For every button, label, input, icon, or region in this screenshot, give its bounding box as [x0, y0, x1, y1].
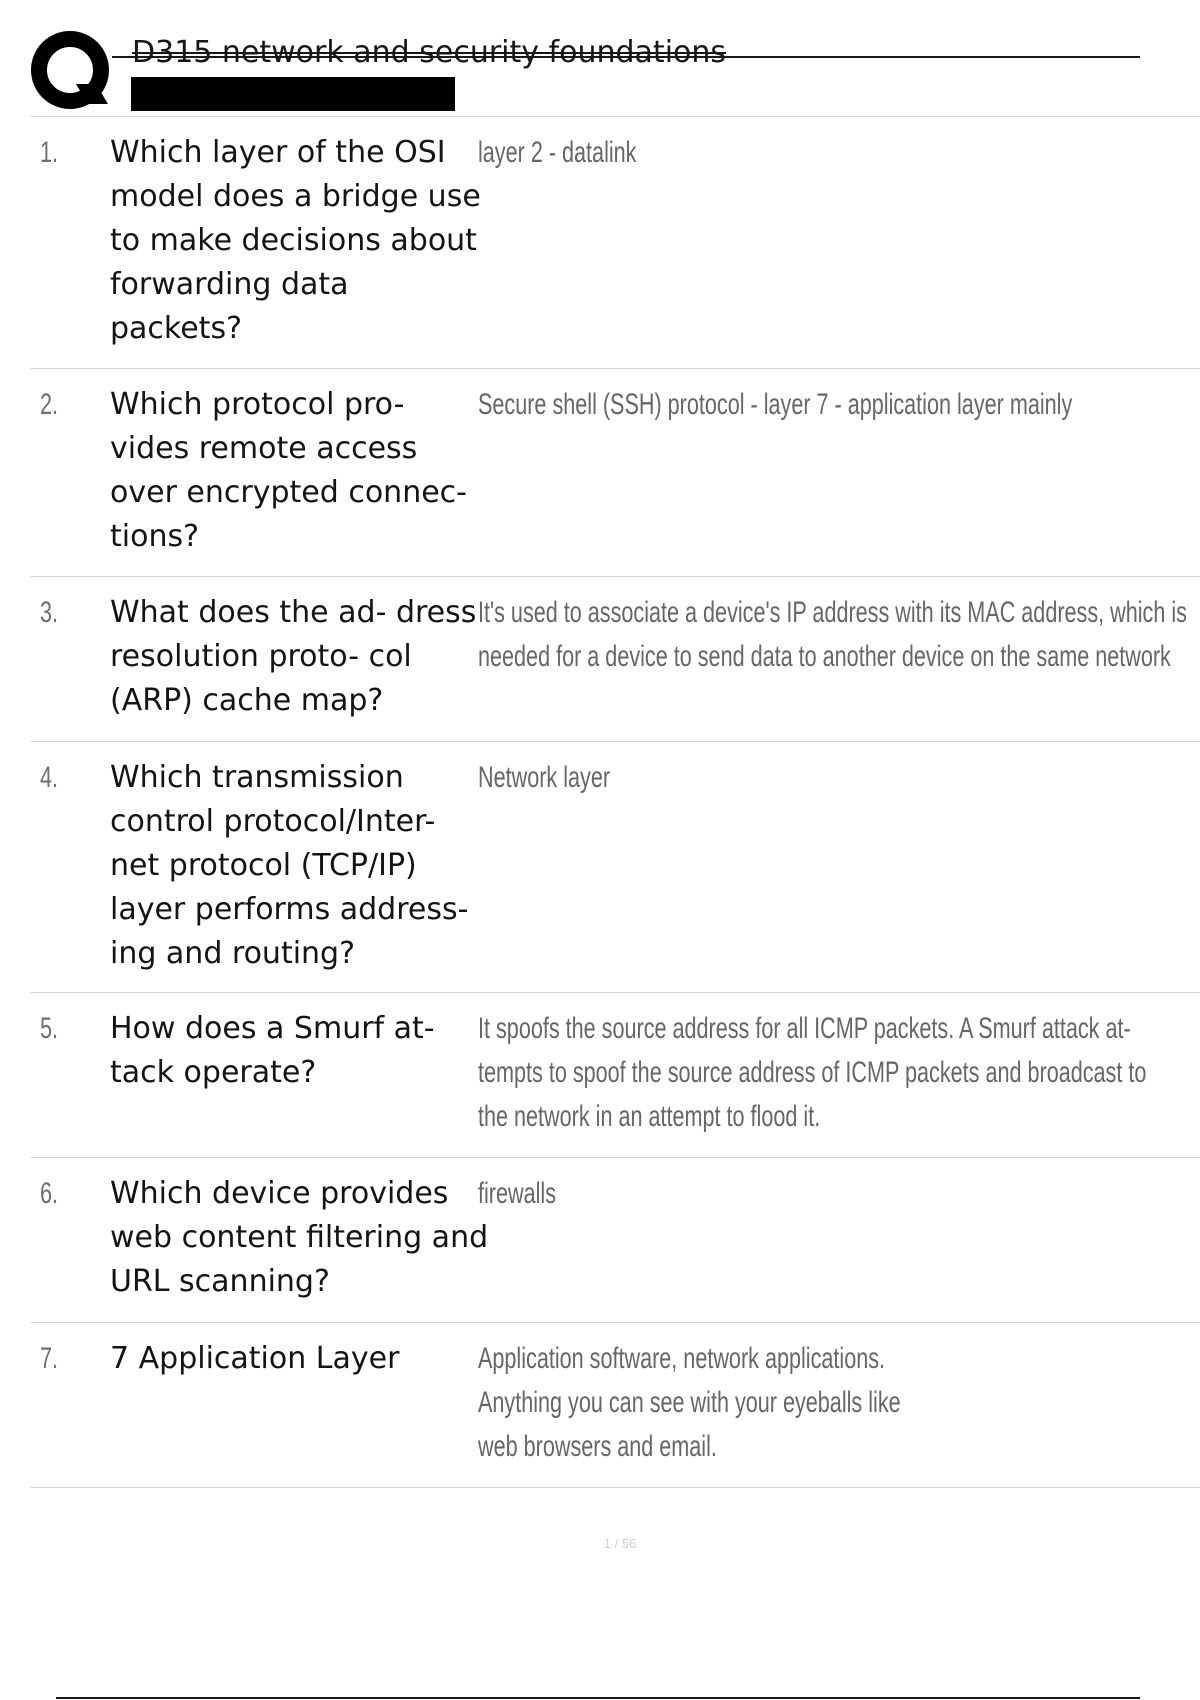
card-question: Which layer of the OSI model does a bridge use to make decisions about forwarding data packets? — [110, 135, 481, 346]
document-title: D315 network and security foundations — [132, 35, 727, 70]
card-answer — [478, 756, 610, 800]
card-answer-line: It spoofs the source address for all ICMP packets. A Smurf attack at- — [478, 1012, 1131, 1045]
document-header — [0, 0, 1200, 118]
card-answer-line: the network in an attempt to flood it. — [478, 1100, 821, 1133]
card-answer — [478, 383, 1072, 427]
card-answer — [478, 591, 1187, 679]
card-number: 7. — [40, 1342, 59, 1375]
card-number: 3. — [40, 596, 59, 629]
flashcard — [30, 577, 1200, 742]
flashcard — [30, 742, 1200, 993]
redaction-bar — [131, 77, 455, 111]
card-question: What does the ad- dress resolution proto- col (ARP) cache map? — [110, 595, 477, 718]
card-question: 7 Application Layer — [110, 1341, 400, 1376]
flashcard — [30, 117, 1200, 369]
card-answer-line: Application software, network applications. — [478, 1342, 886, 1375]
card-answer-line: web browsers and email. — [478, 1430, 717, 1463]
card-number: 1. — [40, 136, 59, 169]
card-answer-line: Anything you can see with your eyeballs like — [478, 1386, 901, 1419]
flashcard — [30, 1158, 1200, 1323]
card-number: 2. — [40, 388, 59, 421]
card-number: 5. — [40, 1012, 59, 1045]
flashcard — [30, 993, 1200, 1158]
quizlet-q-logo-icon — [30, 30, 112, 112]
card-question: How does a Smurf at- tack operate? — [110, 1011, 435, 1090]
flashcard — [30, 369, 1200, 577]
card-answer-line: needed for a device to send data to another device on the same network — [478, 640, 1171, 673]
card-answer-line: Secure shell (SSH) protocol - layer 7 - application layer mainly — [478, 388, 1073, 421]
card-answer — [478, 1172, 556, 1216]
flashcard — [30, 1323, 1200, 1488]
card-number: 6. — [40, 1177, 59, 1210]
card-answer-line: layer 2 - datalink — [478, 136, 637, 169]
card-question: Which protocol pro- vides remote access over encrypted connec- tions? — [110, 387, 467, 554]
card-answer — [478, 131, 636, 175]
page-number: 1 / 56 — [603, 1536, 637, 1551]
footer-rule — [56, 1697, 1140, 1699]
flashcard-list — [30, 117, 1200, 1488]
card-answer-line: tempts to spoof the source address of ICMP packets and broadcast to — [478, 1056, 1147, 1089]
card-answer — [478, 1337, 901, 1469]
card-answer — [478, 1007, 1146, 1139]
card-answer-line: Network layer — [478, 761, 611, 794]
card-answer-line: It's used to associate a device's IP address with its MAC address, which is — [478, 596, 1187, 629]
card-number: 4. — [40, 761, 59, 794]
card-question: Which device provides web content filtering and URL scanning? — [110, 1176, 489, 1299]
card-answer-line: firewalls — [478, 1177, 557, 1210]
card-question: Which transmission control protocol/Inter- net protocol (TCP/IP) layer performs address- ing and routing? — [110, 760, 469, 971]
